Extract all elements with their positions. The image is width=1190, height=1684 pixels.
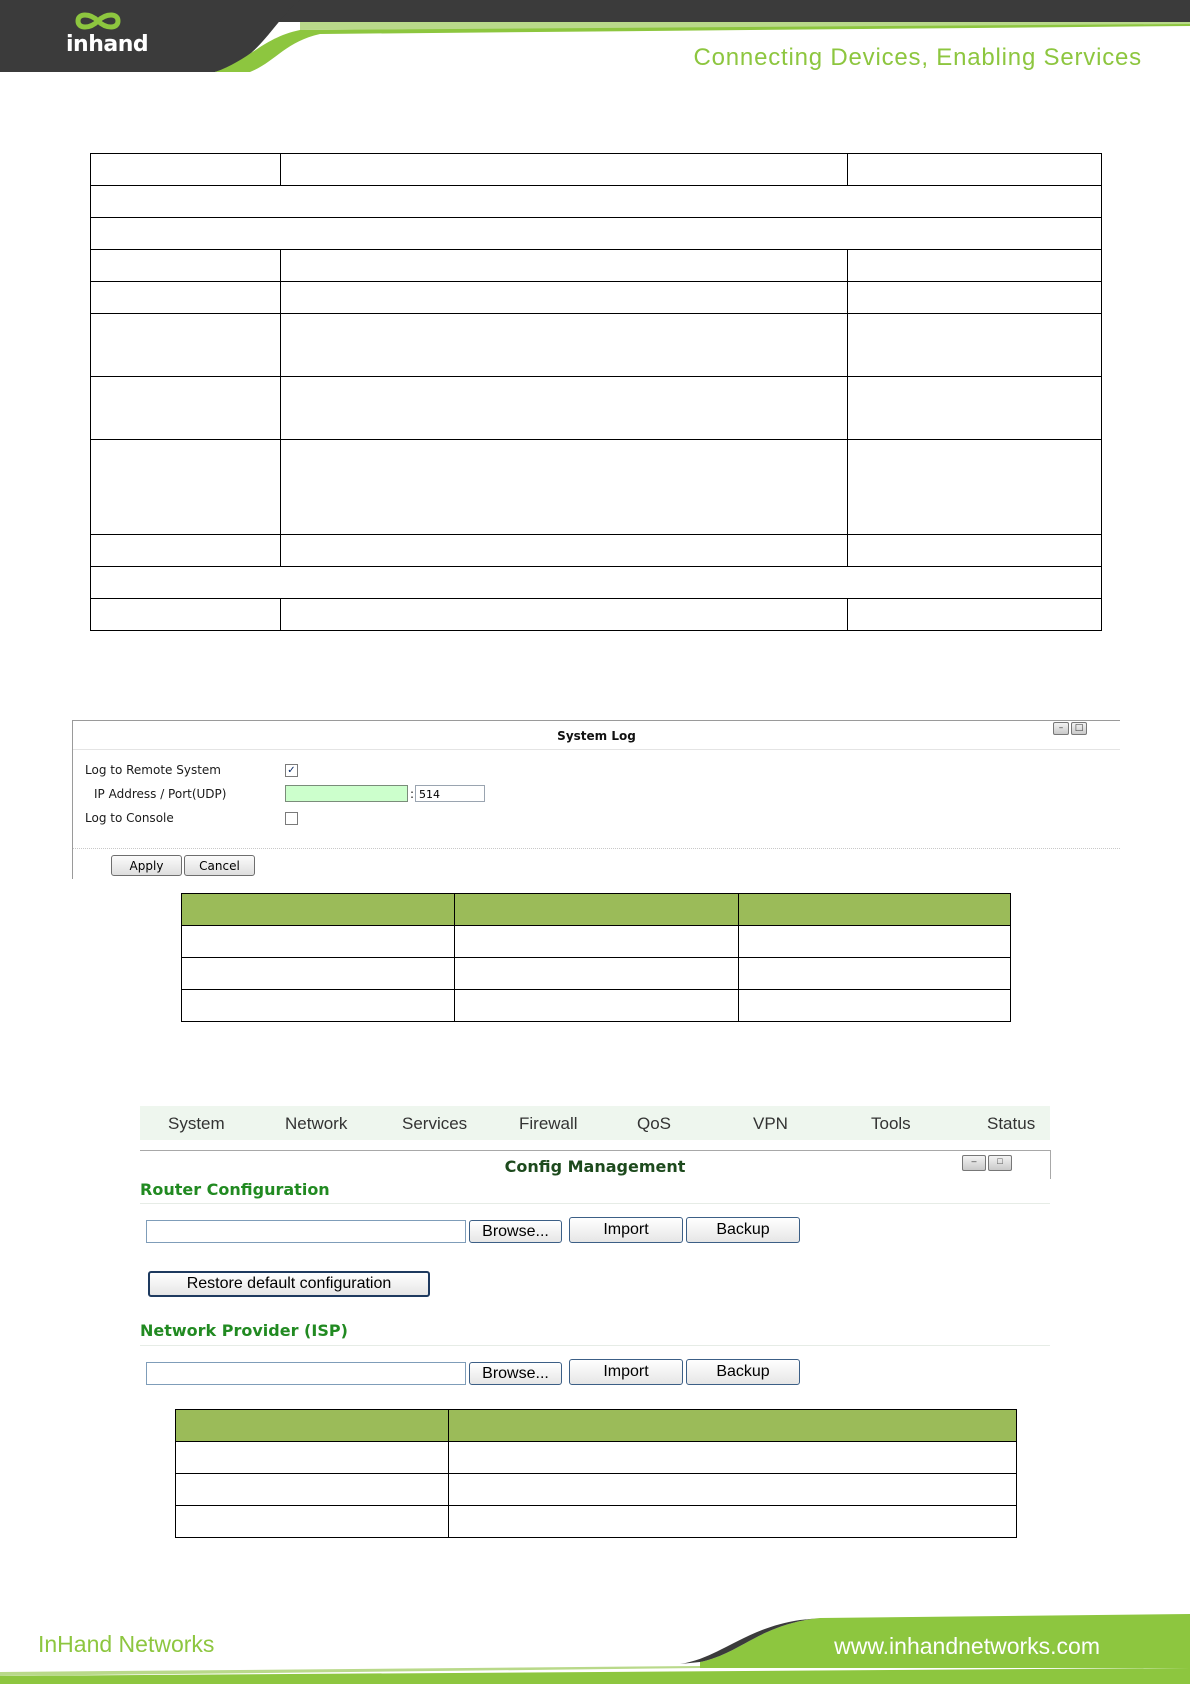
table-row: [91, 535, 1102, 567]
table-header-cell: [449, 1410, 1017, 1442]
logo-text: inhand: [66, 32, 149, 57]
table-row: [91, 599, 1102, 631]
table-cell: [91, 440, 281, 535]
table-row: [91, 250, 1102, 282]
table-cell: [848, 599, 1102, 631]
menu-item-vpn[interactable]: VPN: [753, 1114, 788, 1133]
table-cell: [91, 599, 281, 631]
isp-browse-button[interactable]: Browse...: [469, 1362, 562, 1385]
table-row: [176, 1442, 1017, 1474]
restore-default-button[interactable]: Restore default configuration: [148, 1271, 430, 1297]
bottom-table: [175, 1409, 1017, 1538]
table-cell: [91, 218, 1102, 250]
menu-item-services[interactable]: Services: [402, 1114, 468, 1133]
table-cell: [91, 535, 281, 567]
table-row: [91, 282, 1102, 314]
table-row: [91, 314, 1102, 377]
table-row: [91, 377, 1102, 440]
table-cell: [848, 282, 1102, 314]
cancel-button[interactable]: Cancel: [184, 855, 255, 876]
table-cell: [176, 1506, 449, 1538]
log-console-label: Log to Console: [85, 811, 174, 825]
top-menu-bar: [140, 1106, 1050, 1140]
router-browse-button[interactable]: Browse...: [469, 1220, 562, 1243]
table-row: [176, 1506, 1017, 1538]
table-cell: [91, 567, 1102, 599]
table-cell: [449, 1506, 1017, 1538]
divider: [73, 749, 1120, 750]
table-cell: [91, 154, 281, 186]
table-row: [91, 440, 1102, 535]
table-header-row: [182, 894, 1011, 926]
top-table: [90, 153, 1102, 631]
menu-item-qos[interactable]: QoS: [637, 1114, 672, 1133]
menu-item-network[interactable]: Network: [285, 1114, 348, 1133]
table-header-cell: [739, 894, 1011, 926]
apply-button[interactable]: Apply: [111, 855, 182, 876]
panel-title: System Log: [557, 729, 636, 743]
menu-item-firewall[interactable]: Firewall: [519, 1114, 578, 1133]
table-row: [91, 218, 1102, 250]
menu-item-tools[interactable]: Tools: [871, 1114, 911, 1133]
table-cell: [848, 250, 1102, 282]
table-header-cell: [176, 1410, 449, 1442]
table-row: [176, 1474, 1017, 1506]
table-cell: [91, 186, 1102, 218]
middle-table: [181, 893, 1011, 1022]
logo-mark-icon: [70, 10, 126, 32]
system-log-panel: [72, 720, 1120, 879]
table-cell: [455, 958, 739, 990]
table-cell: [91, 377, 281, 440]
log-remote-label: Log to Remote System: [85, 763, 221, 777]
table-cell: [739, 990, 1011, 1022]
restore-icon[interactable]: □: [1071, 722, 1087, 735]
table-header-cell: [455, 894, 739, 926]
table-row: [182, 958, 1011, 990]
table-cell: [281, 535, 848, 567]
log-remote-checkbox[interactable]: ✓: [285, 764, 298, 777]
panel-title: Config Management: [504, 1157, 686, 1176]
port-input[interactable]: 514: [415, 785, 485, 802]
router-import-button[interactable]: Import: [569, 1217, 683, 1243]
table-cell: [91, 314, 281, 377]
menu-item-system[interactable]: System: [168, 1114, 225, 1133]
table-cell: [848, 377, 1102, 440]
table-header-cell: [182, 894, 455, 926]
footer-website: www.inhandnetworks.com: [834, 1633, 1100, 1659]
table-cell: [281, 599, 848, 631]
table-cell: [449, 1442, 1017, 1474]
router-file-input[interactable]: [146, 1220, 466, 1243]
table-row: [182, 990, 1011, 1022]
table-cell: [739, 958, 1011, 990]
table-cell: [848, 535, 1102, 567]
ip-address-input[interactable]: [285, 785, 408, 802]
table-cell: [455, 990, 739, 1022]
table-cell: [455, 926, 739, 958]
table-cell: [281, 282, 848, 314]
table-cell: [182, 926, 455, 958]
ip-port-label: IP Address / Port(UDP): [94, 787, 227, 801]
table-cell: [739, 926, 1011, 958]
brand-logo: [66, 32, 148, 57]
divider: [73, 848, 1120, 849]
minimize-icon[interactable]: –: [962, 1155, 986, 1171]
config-management-panel: [140, 1150, 1051, 1179]
table-cell: [281, 314, 848, 377]
port-separator: :: [410, 787, 415, 801]
divider: [140, 1345, 1050, 1346]
table-cell: [182, 958, 455, 990]
table-cell: [848, 314, 1102, 377]
divider: [140, 1203, 1050, 1204]
minimize-icon[interactable]: –: [1053, 722, 1069, 735]
isp-backup-button[interactable]: Backup: [686, 1359, 800, 1385]
restore-icon[interactable]: □: [988, 1155, 1012, 1171]
table-cell: [182, 990, 455, 1022]
table-cell: [91, 282, 281, 314]
isp-file-input[interactable]: [146, 1362, 466, 1385]
table-cell: [281, 154, 848, 186]
table-header-row: [176, 1410, 1017, 1442]
table-row: [91, 567, 1102, 599]
table-row: [91, 186, 1102, 218]
isp-heading: Network Provider (ISP): [140, 1321, 348, 1340]
log-console-checkbox[interactable]: [285, 812, 298, 825]
table-cell: [176, 1442, 449, 1474]
router-backup-button[interactable]: Backup: [686, 1217, 800, 1243]
table-cell: [281, 440, 848, 535]
table-row: [182, 926, 1011, 958]
table-cell: [848, 440, 1102, 535]
table-cell: [281, 377, 848, 440]
router-config-heading: Router Configuration: [140, 1180, 330, 1199]
isp-import-button[interactable]: Import: [569, 1359, 683, 1385]
table-cell: [176, 1474, 449, 1506]
table-cell: [848, 154, 1102, 186]
table-row: [91, 154, 1102, 186]
footer-company: InHand Networks: [38, 1631, 215, 1657]
menu-item-status[interactable]: Status: [987, 1114, 1036, 1133]
table-cell: [449, 1474, 1017, 1506]
table-cell: [281, 250, 848, 282]
header-tagline: Connecting Devices, Enabling Services: [693, 44, 1142, 71]
table-cell: [91, 250, 281, 282]
